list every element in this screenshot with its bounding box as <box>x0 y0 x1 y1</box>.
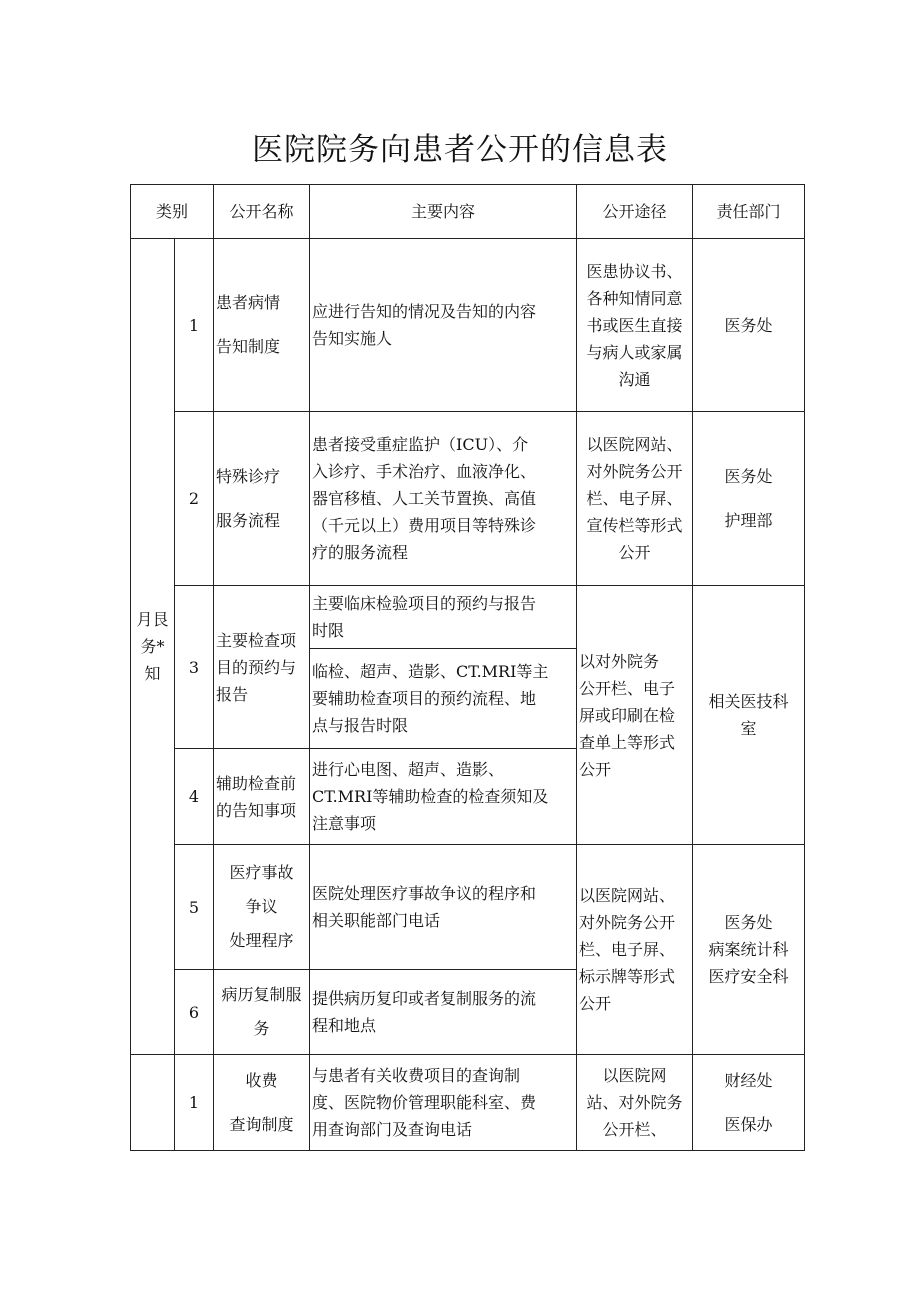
row-channel <box>577 239 693 412</box>
shared-channel-34 <box>577 586 693 845</box>
cell-line: 时限 <box>312 621 345 640</box>
header-name: 公开名称 <box>214 185 310 239</box>
row-number: 1 <box>175 239 214 412</box>
table-row <box>131 845 805 970</box>
cell-line: 公开 <box>618 543 651 562</box>
row-content <box>310 749 577 845</box>
header-dept: 责任部门 <box>693 185 805 239</box>
cell-line: 公开栏、 <box>602 1120 667 1139</box>
cell-line: 栏、电子屏、 <box>586 489 683 508</box>
cell-line: 提供病历复印或者复制服务的流 <box>312 989 537 1008</box>
row-number: 3 <box>175 586 214 749</box>
category-cell-2 <box>131 1055 175 1151</box>
cell-line: 特殊诊疗 <box>216 466 281 486</box>
shared-dept-56 <box>693 845 805 1055</box>
cell-line: 处理程序 <box>229 931 294 950</box>
cell-line: 的告知事项 <box>216 800 297 820</box>
cell-line: 医保办 <box>724 1114 773 1134</box>
cell-line: 用查询部门及查询电话 <box>312 1120 473 1139</box>
row-dept <box>693 412 805 586</box>
cell-line: 以医院网站、 <box>579 886 676 905</box>
cell-line: 医务处 <box>724 913 773 932</box>
header-category: 类别 <box>131 185 214 239</box>
cell-line: 站、对外院务 <box>586 1093 683 1112</box>
row-number: 5 <box>175 845 214 970</box>
cell-line: 知 <box>144 664 161 683</box>
cell-line: 务 <box>253 1019 270 1038</box>
cell-line: 医患协议书、 <box>586 261 683 281</box>
cell-line: 标示牌等形式 <box>579 967 676 986</box>
cell-line: 患者病情 <box>216 293 281 312</box>
row-name <box>214 1055 310 1151</box>
row-name <box>214 239 310 412</box>
row-number: 4 <box>175 749 214 845</box>
category-cell <box>131 239 175 1055</box>
cell-line: 书或医生直接 <box>586 315 683 335</box>
cell-line: 公开栏、电子 <box>579 678 676 698</box>
row-number: 1 <box>175 1055 214 1151</box>
cell-line: 对外院务公开 <box>586 462 683 481</box>
table-row <box>131 586 805 649</box>
row-dept <box>693 1055 805 1151</box>
row-content-b <box>310 649 577 749</box>
cell-line: 入诊疗、手术治疗、血液净化、 <box>312 462 537 481</box>
cell-line: 医疗事故 <box>229 863 294 882</box>
table-row <box>131 1055 805 1151</box>
cell-line: 护理部 <box>724 510 773 530</box>
row-content-a <box>310 586 577 649</box>
row-name <box>214 412 310 586</box>
cell-line: 月艮 <box>136 610 169 629</box>
cell-line: 报告 <box>216 684 249 704</box>
cell-line: 告知实施人 <box>312 329 393 348</box>
row-content <box>310 412 577 586</box>
shared-channel-56 <box>577 845 693 1055</box>
cell-line: 医务处 <box>724 466 773 486</box>
cell-line: 辅助检查前 <box>216 773 297 793</box>
cell-line: 器官移植、人工关节置换、高值 <box>312 489 537 508</box>
cell-line: 医务处 <box>724 315 773 335</box>
cell-line: 患者接受重症监护（ICU）、介 <box>312 435 529 454</box>
cell-line: 查单上等形式 <box>579 732 676 752</box>
cell-line: 相关医技科 <box>708 692 789 711</box>
info-table <box>130 184 805 1151</box>
cell-line: 收费 <box>245 1070 278 1090</box>
cell-line: 医院处理医疗事故争议的程序和 <box>312 884 537 903</box>
cell-line: 主要检查项 <box>216 630 297 650</box>
header-row <box>131 185 805 239</box>
table-row <box>131 239 805 412</box>
cell-line: 以对外院务 <box>579 651 660 671</box>
cell-line: 主要临床检验项目的预约与报告 <box>312 594 537 613</box>
cell-line: 临检、超声、造影、CT.MRI等主 <box>312 662 549 681</box>
cell-line: 争议 <box>245 897 278 916</box>
page-title: 医院院务向患者公开的信息表 <box>252 132 668 168</box>
row-content <box>310 1055 577 1151</box>
cell-line: 室 <box>740 719 757 738</box>
cell-line: 告知制度 <box>216 337 281 356</box>
cell-line: 要辅助检查项目的预约流程、地 <box>312 689 537 708</box>
cell-line: 财经处 <box>724 1070 773 1090</box>
cell-line: 宣传栏等形式 <box>586 516 683 535</box>
table-row <box>131 412 805 586</box>
row-number: 2 <box>175 412 214 586</box>
header-content: 主要内容 <box>310 185 577 239</box>
row-name <box>214 845 310 970</box>
cell-line: 目的预约与 <box>216 657 297 677</box>
cell-line: 病历复制服 <box>221 985 302 1004</box>
row-name <box>214 970 310 1055</box>
cell-line: 沟通 <box>618 369 651 389</box>
row-number: 6 <box>175 970 214 1055</box>
cell-line: 公开 <box>579 994 612 1013</box>
cell-line: 屏或印刷在检 <box>579 705 676 725</box>
cell-line: 点与报告时限 <box>312 716 409 735</box>
row-content <box>310 845 577 970</box>
row-content <box>310 970 577 1055</box>
cell-line: 以医院网 <box>602 1066 667 1085</box>
cell-line: 病案统计科 <box>708 940 789 959</box>
cell-line: 务* <box>140 637 165 656</box>
row-channel <box>577 412 693 586</box>
row-name <box>214 586 310 749</box>
row-channel <box>577 1055 693 1151</box>
cell-line: 进行心电图、超声、造影、 <box>312 760 505 779</box>
cell-line: 程和地点 <box>312 1016 377 1035</box>
cell-line: （千元以上）费用项目等特殊诊 <box>312 516 537 535</box>
cell-line: 相关职能部门电话 <box>312 911 441 930</box>
cell-line: 查询制度 <box>229 1114 294 1134</box>
cell-line: 各种知情同意 <box>586 288 683 308</box>
cell-line: CT.MRI等辅助检查的检查须知及 <box>312 787 549 806</box>
cell-line: 对外院务公开 <box>579 913 676 932</box>
cell-line: 栏、电子屏、 <box>579 940 676 959</box>
cell-line: 医疗安全科 <box>708 967 789 986</box>
cell-line: 度、医院物价管理职能科室、费 <box>312 1093 537 1112</box>
header-channel: 公开途径 <box>577 185 693 239</box>
row-content <box>310 239 577 412</box>
cell-line: 服务流程 <box>216 510 281 530</box>
cell-line: 以医院网站、 <box>586 435 683 454</box>
shared-dept-34 <box>693 586 805 845</box>
cell-line: 与病人或家属 <box>586 342 683 362</box>
row-dept <box>693 239 805 412</box>
cell-line: 疗的服务流程 <box>312 543 409 562</box>
cell-line: 公开 <box>579 759 612 779</box>
cell-line: 注意事项 <box>312 814 377 833</box>
row-name <box>214 749 310 845</box>
cell-line: 应进行告知的情况及告知的内容 <box>312 302 537 321</box>
cell-line: 与患者有关收费项目的查询制 <box>312 1066 521 1085</box>
